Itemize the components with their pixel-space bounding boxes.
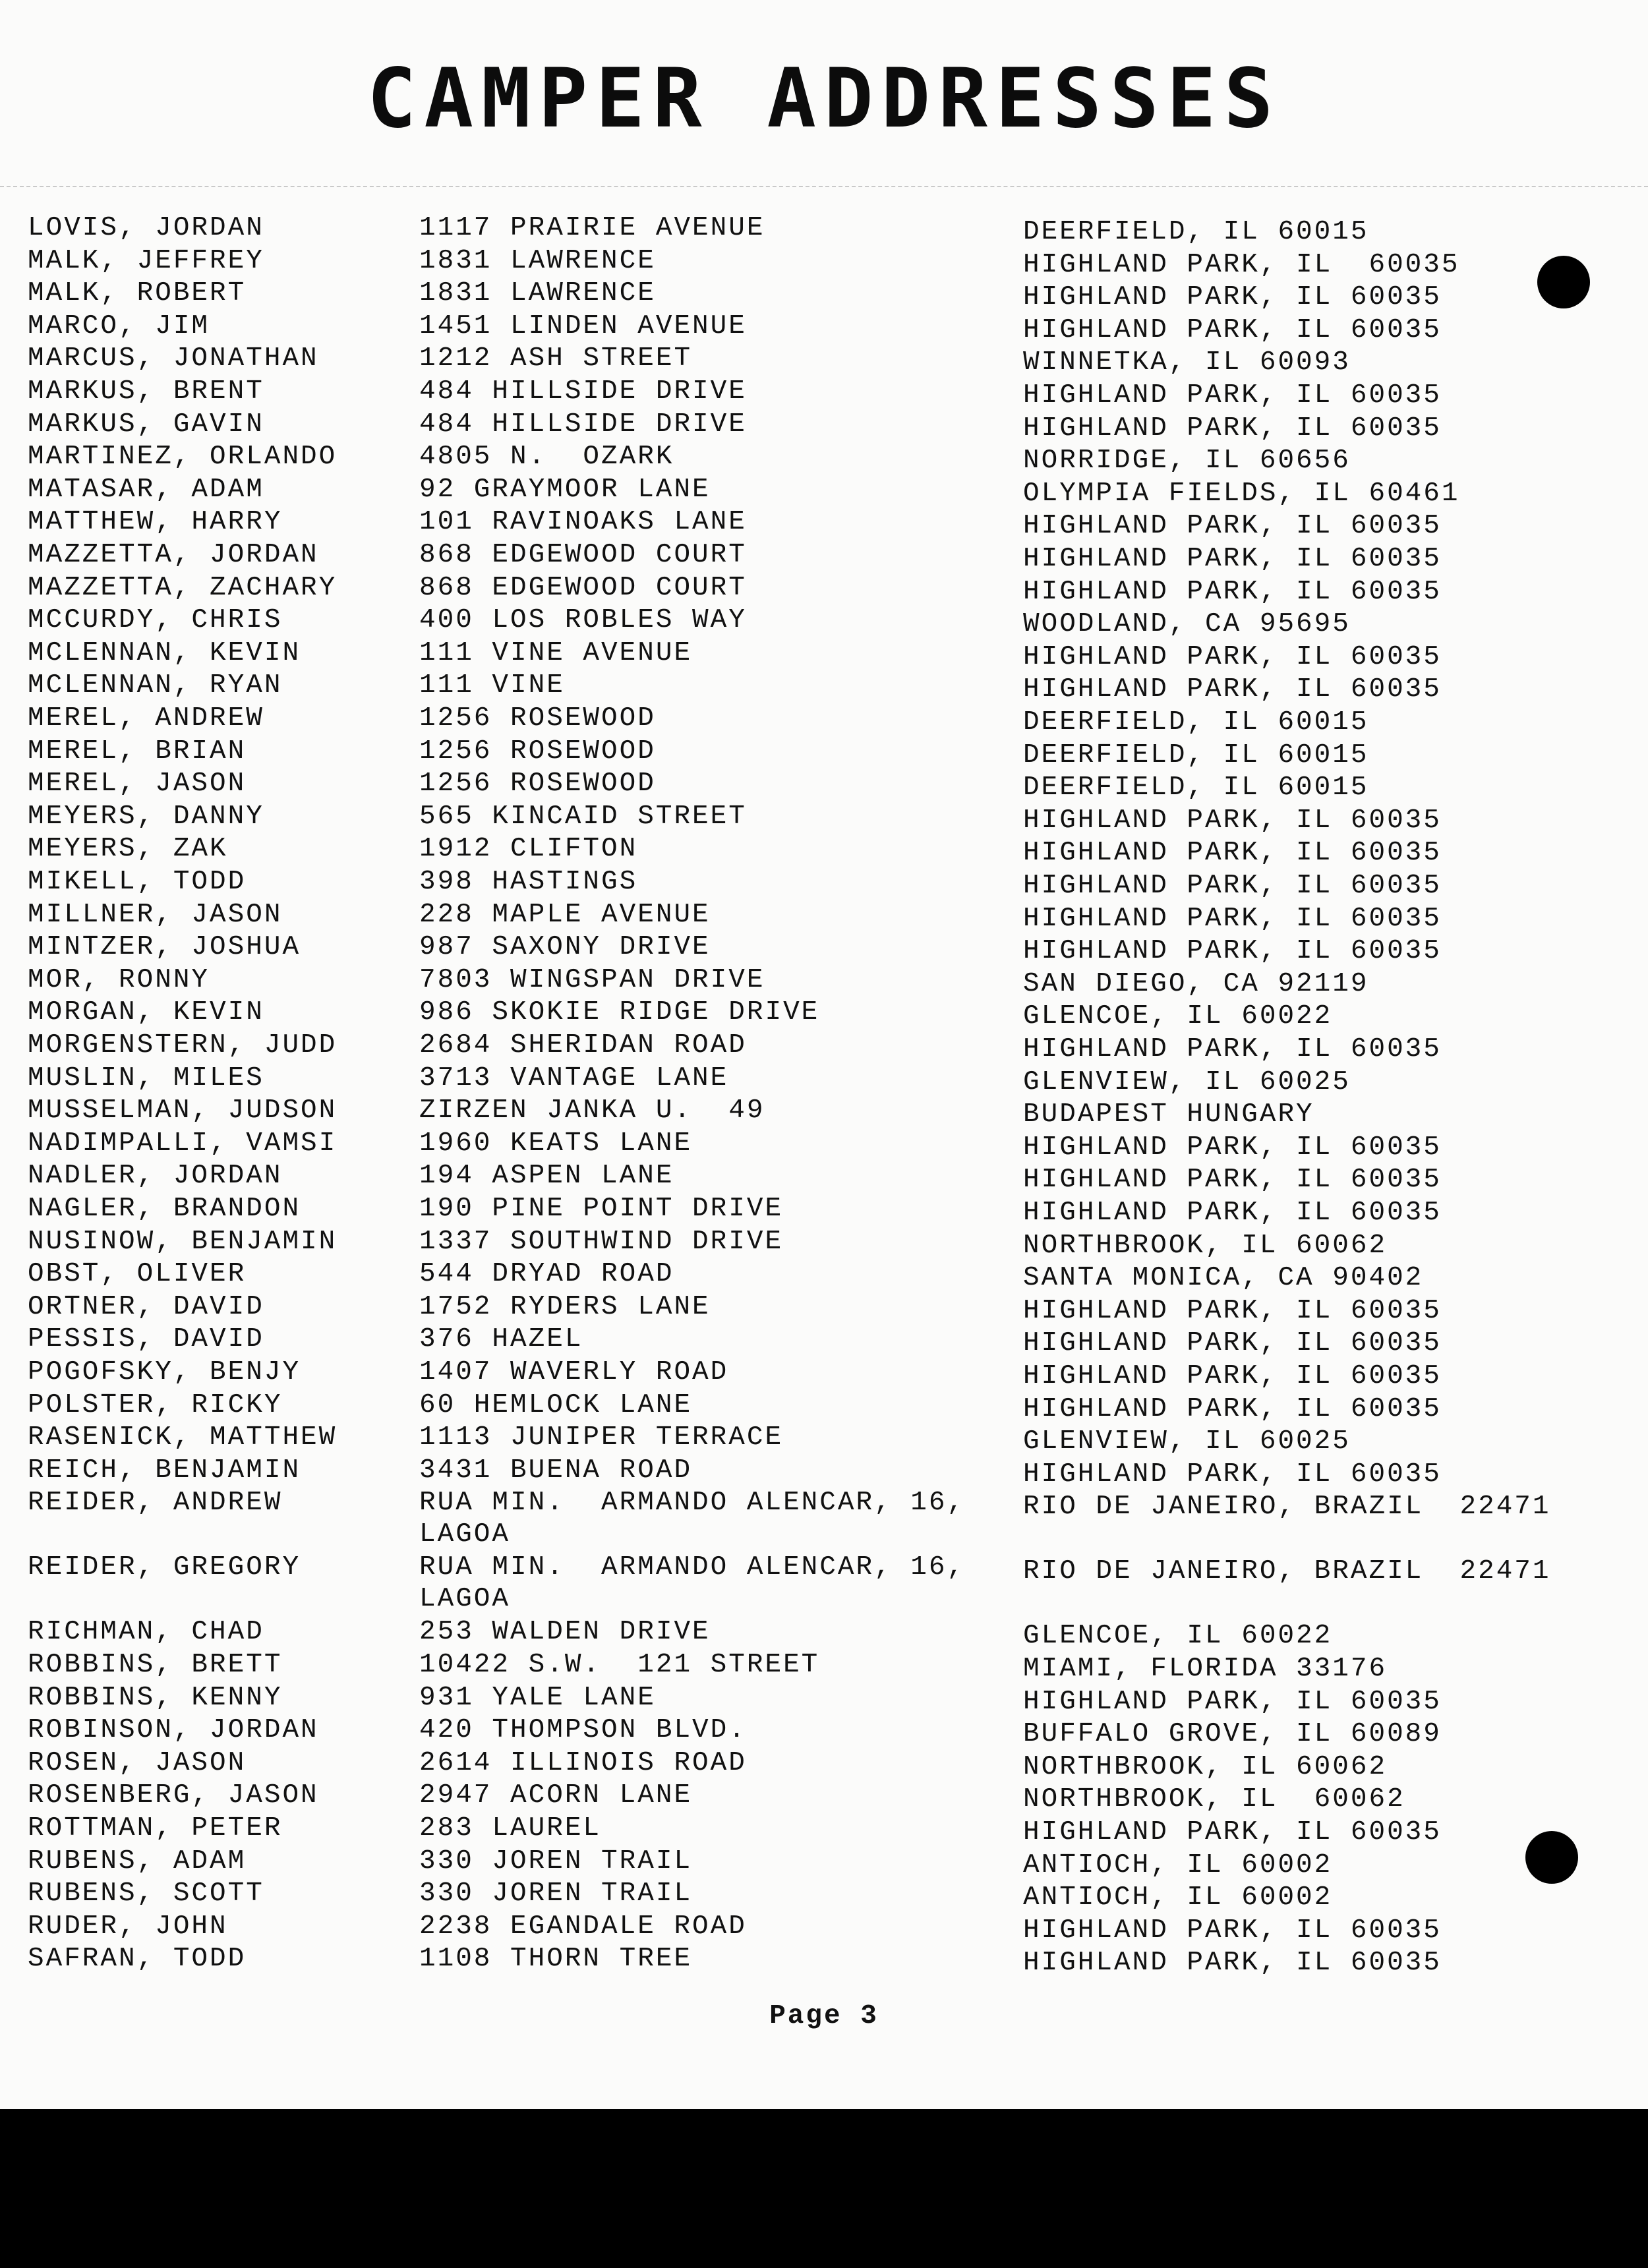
camper-row bbox=[0, 1258, 1648, 1294]
camper-name: REIDER, ANDREW bbox=[28, 1488, 283, 1519]
camper-row bbox=[0, 1062, 1648, 1095]
punch-hole-top bbox=[1537, 256, 1590, 308]
camper-name: MINTZER, JOSHUA bbox=[28, 932, 301, 963]
camper-address: 1407 WAVERLY ROAD bbox=[419, 1357, 729, 1387]
camper-city: HIGHLAND PARK, IL 60035 bbox=[1023, 1948, 1442, 1979]
camper-name: POGOFSKY, BENJY bbox=[28, 1357, 301, 1387]
camper-city: SAN DIEGO, CA 92119 bbox=[1023, 968, 1369, 999]
camper-row bbox=[0, 1878, 1648, 1911]
camper-row bbox=[0, 931, 1648, 967]
camper-city: HIGHLAND PARK, IL 60035 bbox=[1023, 380, 1442, 411]
camper-name: MEREL, BRIAN bbox=[28, 736, 247, 767]
camper-name: MATTHEW, HARRY bbox=[28, 507, 283, 538]
camper-city: RIO DE JANEIRO, BRAZIL 22471 bbox=[1023, 1492, 1551, 1523]
camper-city: HIGHLAND PARK, IL 60035 bbox=[1023, 838, 1442, 869]
camper-address: 1831 LAWRENCE bbox=[419, 245, 656, 276]
camper-city: HIGHLAND PARK, IL 60035 bbox=[1023, 1393, 1442, 1424]
camper-address: 2947 ACORN LANE bbox=[419, 1780, 693, 1811]
camper-row bbox=[0, 1747, 1648, 1780]
camper-address: 1831 LAWRENCE bbox=[419, 278, 656, 309]
camper-address: 868 EDGEWOOD COURT bbox=[419, 540, 747, 570]
camper-city: HIGHLAND PARK, IL 60035 bbox=[1023, 314, 1442, 345]
camper-city: DEERFIELD, IL 60015 bbox=[1023, 217, 1369, 247]
camper-name: MORGENSTERN, JUDD bbox=[28, 1030, 338, 1061]
camper-row bbox=[0, 506, 1648, 542]
camper-row bbox=[0, 1911, 1648, 1944]
camper-row bbox=[0, 801, 1648, 834]
camper-row bbox=[0, 1323, 1648, 1359]
camper-city: SANTA MONICA, CA 90402 bbox=[1023, 1263, 1424, 1294]
punch-hole-bottom bbox=[1525, 1831, 1578, 1884]
camper-city: HIGHLAND PARK, IL 60035 bbox=[1023, 1295, 1442, 1326]
camper-name: MILLNER, JASON bbox=[28, 899, 283, 930]
camper-city: HIGHLAND PARK, IL 60035 bbox=[1023, 576, 1442, 607]
page-title: CAMPER ADDRESSES bbox=[367, 51, 1281, 146]
camper-address: 60 HEMLOCK LANE bbox=[419, 1389, 693, 1420]
camper-address: 420 THOMPSON BLVD. bbox=[419, 1715, 747, 1746]
camper-row bbox=[0, 866, 1648, 899]
camper-city: HIGHLAND PARK, IL 60035 bbox=[1023, 871, 1442, 901]
camper-city: HIGHLAND PARK, IL 60035 bbox=[1023, 936, 1442, 967]
camper-name: OBST, OLIVER bbox=[28, 1259, 247, 1290]
camper-name: REICH, BENJAMIN bbox=[28, 1455, 301, 1486]
camper-city: HIGHLAND PARK, IL 60035 bbox=[1023, 1459, 1442, 1490]
page-number: Page 3 bbox=[769, 2001, 879, 2031]
camper-address: 398 HASTINGS bbox=[419, 867, 638, 897]
camper-row bbox=[0, 539, 1648, 572]
camper-address: 1256 ROSEWOOD bbox=[419, 703, 656, 734]
camper-name: MUSLIN, MILES bbox=[28, 1062, 264, 1093]
camper-address: 194 ASPEN LANE bbox=[419, 1161, 674, 1192]
camper-name: MAZZETTA, JORDAN bbox=[28, 540, 319, 570]
camper-address: 3431 BUENA ROAD bbox=[419, 1455, 693, 1486]
camper-name: ROBBINS, KENNY bbox=[28, 1682, 283, 1713]
camper-name: ROSENBERG, JASON bbox=[28, 1780, 319, 1811]
camper-address: ZIRZEN JANKA U. 49 bbox=[419, 1095, 765, 1126]
camper-row bbox=[0, 768, 1648, 801]
camper-name: ROBBINS, BRETT bbox=[28, 1650, 283, 1680]
camper-address: 565 KINCAID STREET bbox=[419, 801, 747, 832]
camper-address: 987 SAXONY DRIVE bbox=[419, 932, 711, 963]
camper-address: 2614 ILLINOIS ROAD bbox=[419, 1747, 747, 1778]
camper-city: HIGHLAND PARK, IL 60035 bbox=[1023, 1817, 1442, 1847]
camper-name: ROTTMAN, PETER bbox=[28, 1813, 283, 1844]
camper-city: GLENCOE, IL 60022 bbox=[1023, 1001, 1333, 1032]
camper-city: DEERFIELD, IL 60015 bbox=[1023, 772, 1369, 803]
camper-city: DEERFIELD, IL 60015 bbox=[1023, 707, 1369, 738]
camper-row bbox=[0, 409, 1648, 442]
camper-row bbox=[0, 1226, 1648, 1259]
camper-city: NORTHBROOK, IL 60062 bbox=[1023, 1230, 1388, 1261]
camper-row bbox=[0, 1193, 1648, 1226]
camper-row bbox=[0, 376, 1648, 409]
camper-address: 400 LOS ROBLES WAY bbox=[419, 605, 747, 636]
camper-city: HIGHLAND PARK, IL 60035 bbox=[1023, 1686, 1442, 1717]
camper-address: 484 HILLSIDE DRIVE bbox=[419, 376, 747, 407]
camper-row bbox=[0, 1552, 1648, 1616]
camper-address: 2684 SHERIDAN ROAD bbox=[419, 1030, 747, 1061]
camper-name: ROSEN, JASON bbox=[28, 1747, 247, 1778]
camper-address: RUA MIN. ARMANDO ALENCAR, 16, LAGOA bbox=[419, 1488, 984, 1550]
camper-name: MEREL, ANDREW bbox=[28, 703, 264, 734]
camper-address: 544 DRYAD ROAD bbox=[419, 1259, 674, 1290]
camper-address: 111 VINE bbox=[419, 670, 565, 701]
camper-name: MIKELL, TODD bbox=[28, 867, 247, 897]
camper-name: PESSIS, DAVID bbox=[28, 1324, 264, 1355]
camper-address: 484 HILLSIDE DRIVE bbox=[419, 409, 747, 440]
camper-city: HIGHLAND PARK, IL 60035 bbox=[1023, 249, 1460, 280]
camper-address: 1256 ROSEWOOD bbox=[419, 736, 656, 767]
camper-address: 2238 EGANDALE ROAD bbox=[419, 1911, 747, 1942]
camper-city: HIGHLAND PARK, IL 60035 bbox=[1023, 1132, 1442, 1163]
camper-row bbox=[0, 964, 1648, 997]
scan-border bbox=[0, 2109, 1648, 2268]
camper-city: ANTIOCH, IL 60002 bbox=[1023, 1849, 1333, 1880]
camper-name: MCCURDY, CHRIS bbox=[28, 605, 283, 636]
camper-row bbox=[0, 441, 1648, 477]
camper-row bbox=[0, 1616, 1648, 1652]
camper-city: NORRIDGE, IL 60656 bbox=[1023, 446, 1351, 477]
camper-name: REIDER, GREGORY bbox=[28, 1552, 301, 1583]
camper-city: DEERFIELD, IL 60015 bbox=[1023, 740, 1369, 771]
camper-address: 3713 VANTAGE LANE bbox=[419, 1062, 729, 1093]
camper-address: 253 WALDEN DRIVE bbox=[419, 1617, 711, 1648]
camper-name: ORTNER, DAVID bbox=[28, 1291, 264, 1322]
camper-city: HIGHLAND PARK, IL 60035 bbox=[1023, 413, 1442, 444]
camper-city: HIGHLAND PARK, IL 60035 bbox=[1023, 544, 1442, 574]
camper-row bbox=[0, 1389, 1648, 1422]
camper-city: RIO DE JANEIRO, BRAZIL 22471 bbox=[1023, 1556, 1551, 1587]
camper-city: OLYMPIA FIELDS, IL 60461 bbox=[1023, 478, 1460, 509]
camper-name: RICHMAN, CHAD bbox=[28, 1617, 264, 1648]
camper-row bbox=[0, 1846, 1648, 1878]
camper-city: WINNETKA, IL 60093 bbox=[1023, 347, 1351, 378]
camper-address: 330 JOREN TRAIL bbox=[419, 1878, 693, 1909]
camper-row bbox=[0, 245, 1648, 278]
camper-name: MCLENNAN, KEVIN bbox=[28, 637, 301, 668]
camper-address: 1337 SOUTHWIND DRIVE bbox=[419, 1226, 784, 1257]
camper-address: 1912 CLIFTON bbox=[419, 834, 638, 865]
camper-city: MIAMI, FLORIDA 33176 bbox=[1023, 1654, 1388, 1684]
camper-address: 376 HAZEL bbox=[419, 1324, 583, 1355]
camper-city: WOODLAND, CA 95695 bbox=[1023, 609, 1351, 640]
camper-row bbox=[0, 670, 1648, 703]
camper-row bbox=[0, 833, 1648, 869]
camper-name: MEYERS, DANNY bbox=[28, 801, 264, 832]
camper-name: MALK, ROBERT bbox=[28, 278, 247, 309]
camper-city: BUDAPEST HUNGARY bbox=[1023, 1099, 1314, 1130]
camper-name: MARCO, JIM bbox=[28, 310, 210, 341]
camper-row bbox=[0, 474, 1648, 507]
camper-name: MARKUS, GAVIN bbox=[28, 409, 264, 440]
camper-city: HIGHLAND PARK, IL 60035 bbox=[1023, 1165, 1442, 1196]
camper-address: 1108 THORN TREE bbox=[419, 1944, 693, 1975]
camper-name: NAGLER, BRANDON bbox=[28, 1194, 301, 1224]
camper-address: 931 YALE LANE bbox=[419, 1682, 656, 1713]
camper-city: GLENVIEW, IL 60025 bbox=[1023, 1426, 1351, 1457]
camper-city: NORTHBROOK, IL 60062 bbox=[1023, 1784, 1405, 1815]
camper-row bbox=[0, 1422, 1648, 1455]
camper-name: MORGAN, KEVIN bbox=[28, 997, 264, 1028]
camper-address: 1960 KEATS LANE bbox=[419, 1128, 693, 1159]
camper-row bbox=[0, 736, 1648, 769]
camper-name: NUSINOW, BENJAMIN bbox=[28, 1226, 338, 1257]
camper-address: 228 MAPLE AVENUE bbox=[419, 899, 711, 930]
camper-name: MATASAR, ADAM bbox=[28, 474, 264, 505]
camper-name: MOR, RONNY bbox=[28, 964, 210, 995]
camper-row bbox=[0, 1487, 1648, 1552]
camper-city: HIGHLAND PARK, IL 60035 bbox=[1023, 1034, 1442, 1064]
camper-row bbox=[0, 604, 1648, 640]
camper-address: 1752 RYDERS LANE bbox=[419, 1291, 711, 1322]
camper-city: HIGHLAND PARK, IL 60035 bbox=[1023, 511, 1442, 542]
camper-address: 1117 PRAIRIE AVENUE bbox=[419, 213, 765, 243]
camper-city: GLENCOE, IL 60022 bbox=[1023, 1621, 1333, 1652]
camper-address: 10422 S.W. 121 STREET bbox=[419, 1650, 820, 1680]
camper-address: 1256 ROSEWOOD bbox=[419, 769, 656, 800]
camper-city: HIGHLAND PARK, IL 60035 bbox=[1023, 282, 1442, 313]
camper-name: MUSSELMAN, JUDSON bbox=[28, 1095, 338, 1126]
camper-name: MCLENNAN, RYAN bbox=[28, 670, 283, 701]
camper-name: RUBENS, ADAM bbox=[28, 1846, 247, 1876]
camper-name: POLSTER, RICKY bbox=[28, 1389, 283, 1420]
camper-address: 7803 WINGSPAN DRIVE bbox=[419, 964, 765, 995]
camper-name: MALK, JEFFREY bbox=[28, 245, 264, 276]
camper-city: HIGHLAND PARK, IL 60035 bbox=[1023, 1915, 1442, 1946]
camper-city: HIGHLAND PARK, IL 60035 bbox=[1023, 674, 1442, 705]
camper-city: HIGHLAND PARK, IL 60035 bbox=[1023, 1198, 1442, 1228]
camper-row bbox=[0, 1095, 1648, 1128]
camper-name: NADLER, JORDAN bbox=[28, 1161, 283, 1192]
camper-name: MEREL, JASON bbox=[28, 769, 247, 800]
camper-row bbox=[0, 310, 1648, 343]
camper-address: 986 SKOKIE RIDGE DRIVE bbox=[419, 997, 820, 1028]
camper-name: RUDER, JOHN bbox=[28, 1911, 228, 1942]
camper-row bbox=[0, 277, 1648, 313]
camper-row bbox=[0, 1160, 1648, 1196]
camper-city: HIGHLAND PARK, IL 60035 bbox=[1023, 903, 1442, 934]
camper-name: MARCUS, JONATHAN bbox=[28, 343, 319, 374]
camper-row bbox=[0, 1714, 1648, 1750]
camper-city: NORTHBROOK, IL 60062 bbox=[1023, 1751, 1388, 1782]
camper-row bbox=[0, 1291, 1648, 1324]
camper-row bbox=[0, 997, 1648, 1030]
camper-address: 101 RAVINOAKS LANE bbox=[419, 507, 747, 538]
camper-row bbox=[0, 1030, 1648, 1062]
camper-row bbox=[0, 1356, 1648, 1389]
camper-address: 190 PINE POINT DRIVE bbox=[419, 1194, 784, 1224]
camper-city: HIGHLAND PARK, IL 60035 bbox=[1023, 1328, 1442, 1359]
camper-name: RASENICK, MATTHEW bbox=[28, 1422, 338, 1453]
camper-row bbox=[0, 1649, 1648, 1682]
camper-address: 1451 LINDEN AVENUE bbox=[419, 310, 747, 341]
camper-row bbox=[0, 343, 1648, 376]
camper-row bbox=[0, 1780, 1648, 1813]
camper-name: RUBENS, SCOTT bbox=[28, 1878, 264, 1909]
camper-city: GLENVIEW, IL 60025 bbox=[1023, 1066, 1351, 1097]
camper-address: 4805 N. OZARK bbox=[419, 442, 674, 473]
camper-row bbox=[0, 703, 1648, 736]
camper-row bbox=[0, 572, 1648, 605]
camper-address: 92 GRAYMOOR LANE bbox=[419, 474, 711, 505]
camper-row bbox=[0, 1943, 1648, 1979]
camper-row bbox=[0, 212, 1648, 245]
camper-city: HIGHLAND PARK, IL 60035 bbox=[1023, 805, 1442, 836]
camper-row bbox=[0, 1455, 1648, 1488]
camper-address: 1113 JUNIPER TERRACE bbox=[419, 1422, 784, 1453]
camper-name: MAZZETTA, ZACHARY bbox=[28, 572, 338, 603]
camper-city: HIGHLAND PARK, IL 60035 bbox=[1023, 641, 1442, 672]
camper-name: LOVIS, JORDAN bbox=[28, 213, 264, 243]
camper-address: 330 JOREN TRAIL bbox=[419, 1846, 693, 1876]
camper-address: 868 EDGEWOOD COURT bbox=[419, 572, 747, 603]
camper-address: RUA MIN. ARMANDO ALENCAR, 16, LAGOA bbox=[419, 1552, 984, 1615]
camper-city: HIGHLAND PARK, IL 60035 bbox=[1023, 1361, 1442, 1391]
camper-row bbox=[0, 637, 1648, 670]
camper-address: 1212 ASH STREET bbox=[419, 343, 693, 374]
camper-row bbox=[0, 1682, 1648, 1715]
camper-name: MEYERS, ZAK bbox=[28, 834, 228, 865]
camper-name: ROBINSON, JORDAN bbox=[28, 1715, 319, 1746]
camper-row bbox=[0, 899, 1648, 932]
camper-city: ANTIOCH, IL 60002 bbox=[1023, 1882, 1333, 1913]
camper-name: MARTINEZ, ORLANDO bbox=[28, 442, 338, 473]
camper-row bbox=[0, 1128, 1648, 1161]
camper-row bbox=[0, 1813, 1648, 1846]
camper-city: BUFFALO GROVE, IL 60089 bbox=[1023, 1719, 1442, 1750]
camper-address: 283 LAUREL bbox=[419, 1813, 602, 1844]
camper-address: 111 VINE AVENUE bbox=[419, 637, 693, 668]
camper-name: SAFRAN, TODD bbox=[28, 1944, 247, 1975]
camper-name: MARKUS, BRENT bbox=[28, 376, 264, 407]
camper-name: NADIMPALLI, VAMSI bbox=[28, 1128, 338, 1159]
